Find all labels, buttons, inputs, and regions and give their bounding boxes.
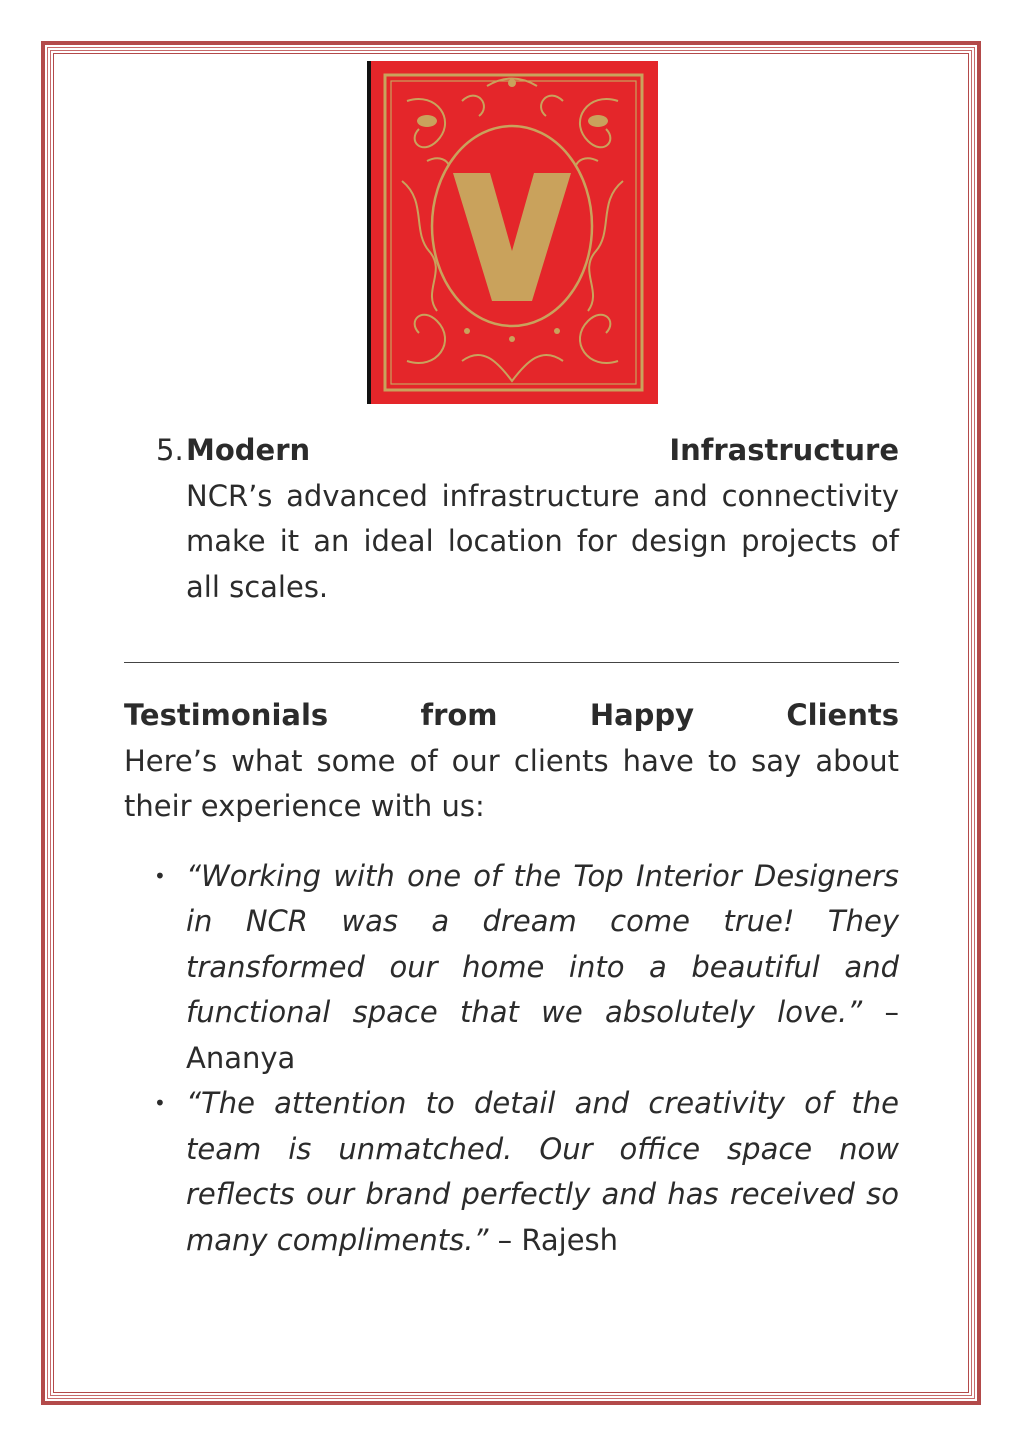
testimonial-quote: “The attention to detail and creativity of the team is unmatched. Our office space now reflects our brand perfectly and has received so many compliments.”: [186, 1086, 899, 1257]
main-content: [124, 428, 899, 1263]
list-number: 5.: [156, 433, 184, 467]
testimonial-item: [154, 854, 900, 1082]
testimonials-list: [124, 854, 899, 1264]
bullet-icon: •: [154, 863, 166, 888]
heading-word: Testimonials: [124, 698, 329, 732]
heading-word: Clients: [786, 698, 899, 732]
horizontal-divider: [124, 662, 899, 663]
testimonials-intro: Here’s what some of our clients have to say about their experience with us:: [124, 743, 899, 823]
bullet-icon: •: [154, 1091, 166, 1115]
section-title-right: Infrastructure: [669, 433, 899, 467]
section-modern-infrastructure: [124, 428, 899, 610]
brand-logo: [367, 61, 658, 404]
testimonials-heading: [124, 693, 899, 739]
section-title: [186, 428, 899, 474]
heading-word: from: [420, 698, 498, 732]
heading-word: Happy: [589, 698, 695, 732]
section-title-left: Modern: [186, 433, 311, 467]
testimonial-item: [154, 1081, 899, 1263]
testimonial-author: – Ananya: [186, 995, 900, 1075]
testimonial-author: – Rajesh: [488, 1222, 619, 1257]
testimonial-quote: “Working with one of the Top Interior Designers in NCR was a dream come true! They transformed our home into a beautiful and functional space that we absolutely love.”: [186, 858, 899, 1029]
v-monogram-logo-icon: [367, 61, 658, 404]
section-body: NCR’s advanced infrastructure and connectivity make it an ideal location for design projects of all scales.: [186, 478, 899, 604]
